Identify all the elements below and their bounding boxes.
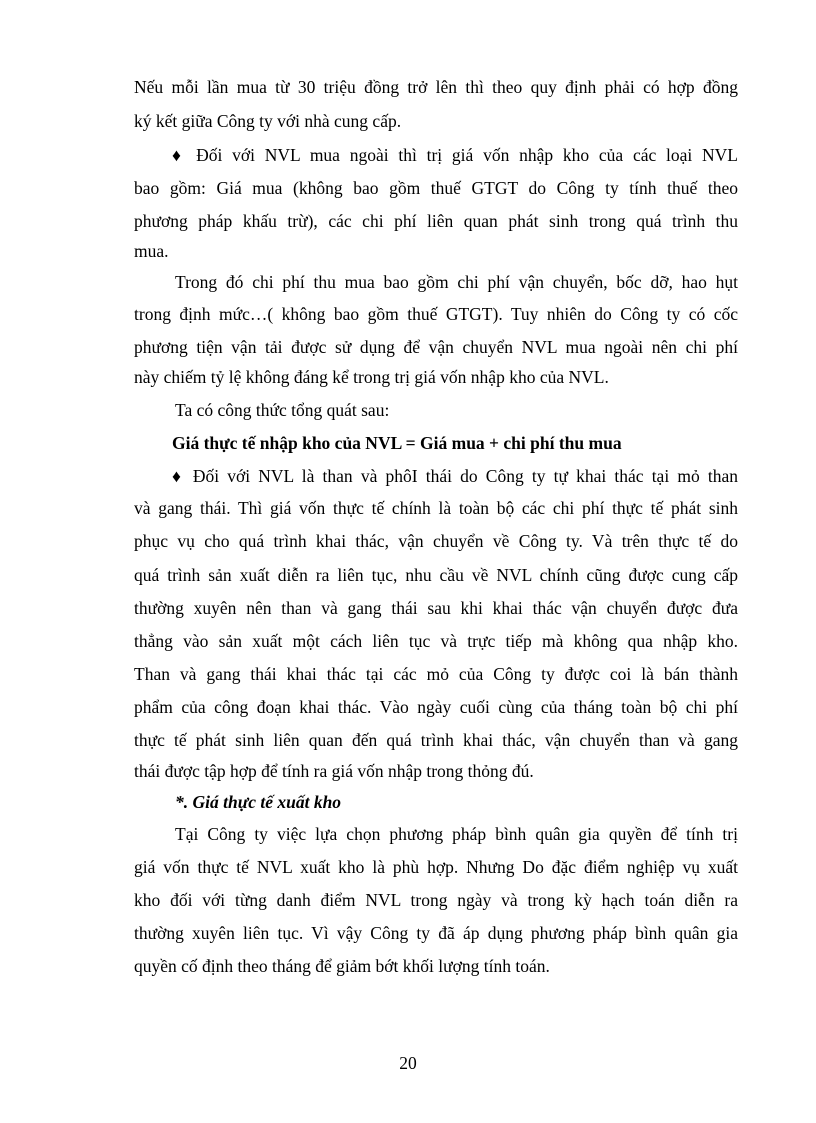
text-line: ♦ Đối với NVL là than và phôI thái do Công ty tự khai thác tại mỏ than: [172, 466, 738, 486]
text-line: thường xuyên nên than và gang thái sau khi khai thác vận chuyển được đưa: [134, 598, 738, 618]
text-line: Nếu mỗi lần mua từ 30 triệu đồng trở lên thì theo quy định phải có hợp đồng: [134, 77, 738, 97]
page-number: 20: [399, 1053, 417, 1073]
text-line: Tại Công ty việc lựa chọn phương pháp bình quân gia quyền để tính trị: [175, 824, 738, 844]
text-line: thẳng vào sản xuất một cách liên tục và trực tiếp mà không qua nhập kho.: [134, 631, 738, 651]
text-line: Ta có công thức tổng quát sau:: [175, 400, 390, 420]
text-line: phương pháp khấu trừ), các chi phí liên quan phát sinh trong quá trình thu: [134, 211, 738, 231]
text-line: Trong đó chi phí thu mua bao gồm chi phí vận chuyển, bốc dỡ, hao hụt: [175, 272, 738, 292]
text-line: mua.: [134, 241, 169, 261]
text-line: phương tiện vận tải được sử dụng để vận chuyển NVL mua ngoài nên chi phí: [134, 337, 738, 357]
text-line: phẩm của công đoạn khai thác. Vào ngày cuối cùng của tháng toàn bộ chi phí: [134, 697, 738, 717]
text-line: và gang thái. Thì giá vốn thực tế chính là toàn bộ các chi phí thực tế phát sinh: [134, 498, 738, 518]
text-line: thái được tập hợp để tính ra giá vốn nhập trong thỏng đú.: [134, 761, 534, 781]
text-line: trong định mức…( không bao gồm thuế GTGT). Tuy nhiên do Công ty có cốc: [134, 304, 738, 324]
text-line: thường xuyên liên tục. Vì vậy Công ty đã áp dụng phương pháp bình quân gia: [134, 923, 738, 943]
text-line: thực tế phát sinh liên quan đến quá trình khai thác, vận chuyển than và gang: [134, 730, 738, 750]
text-line: quyền cố định theo tháng để giảm bớt khối lượng tính toán.: [134, 956, 550, 976]
text-line: kho đối với từng danh điểm NVL trong ngày và trong kỳ hạch toán diễn ra: [134, 890, 738, 910]
text-line: phục vụ cho quá trình khai thác, vận chuyển về Công ty. Và trên thực tế do: [134, 531, 738, 551]
text-line: bao gồm: Giá mua (không bao gồm thuế GTGT do Công ty tính thuế theo: [134, 178, 738, 198]
formula-line: Giá thực tế nhập kho của NVL = Giá mua + chi phí thu mua: [172, 433, 622, 453]
text-line: giá vốn thực tế NVL xuất kho là phù hợp. Nhưng Do đặc điểm nghiệp vụ xuất: [134, 857, 738, 877]
text-line: quá trình sản xuất diễn ra liên tục, nhu cầu về NVL chính cũng được cung cấp: [134, 565, 738, 585]
text-line: này chiếm tỷ lệ không đáng kể trong trị giá vốn nhập kho của NVL.: [134, 367, 609, 387]
text-line: ký kết giữa Công ty với nhà cung cấp.: [134, 111, 402, 131]
text-line: ♦ Đối với NVL mua ngoài thì trị giá vốn nhập kho của các loại NVL: [172, 145, 738, 165]
section-heading: *. Giá thực tế xuất kho: [175, 792, 342, 812]
text-line: Than và gang thái khai thác tại các mỏ của Công ty được coi là bán thành: [134, 664, 738, 684]
